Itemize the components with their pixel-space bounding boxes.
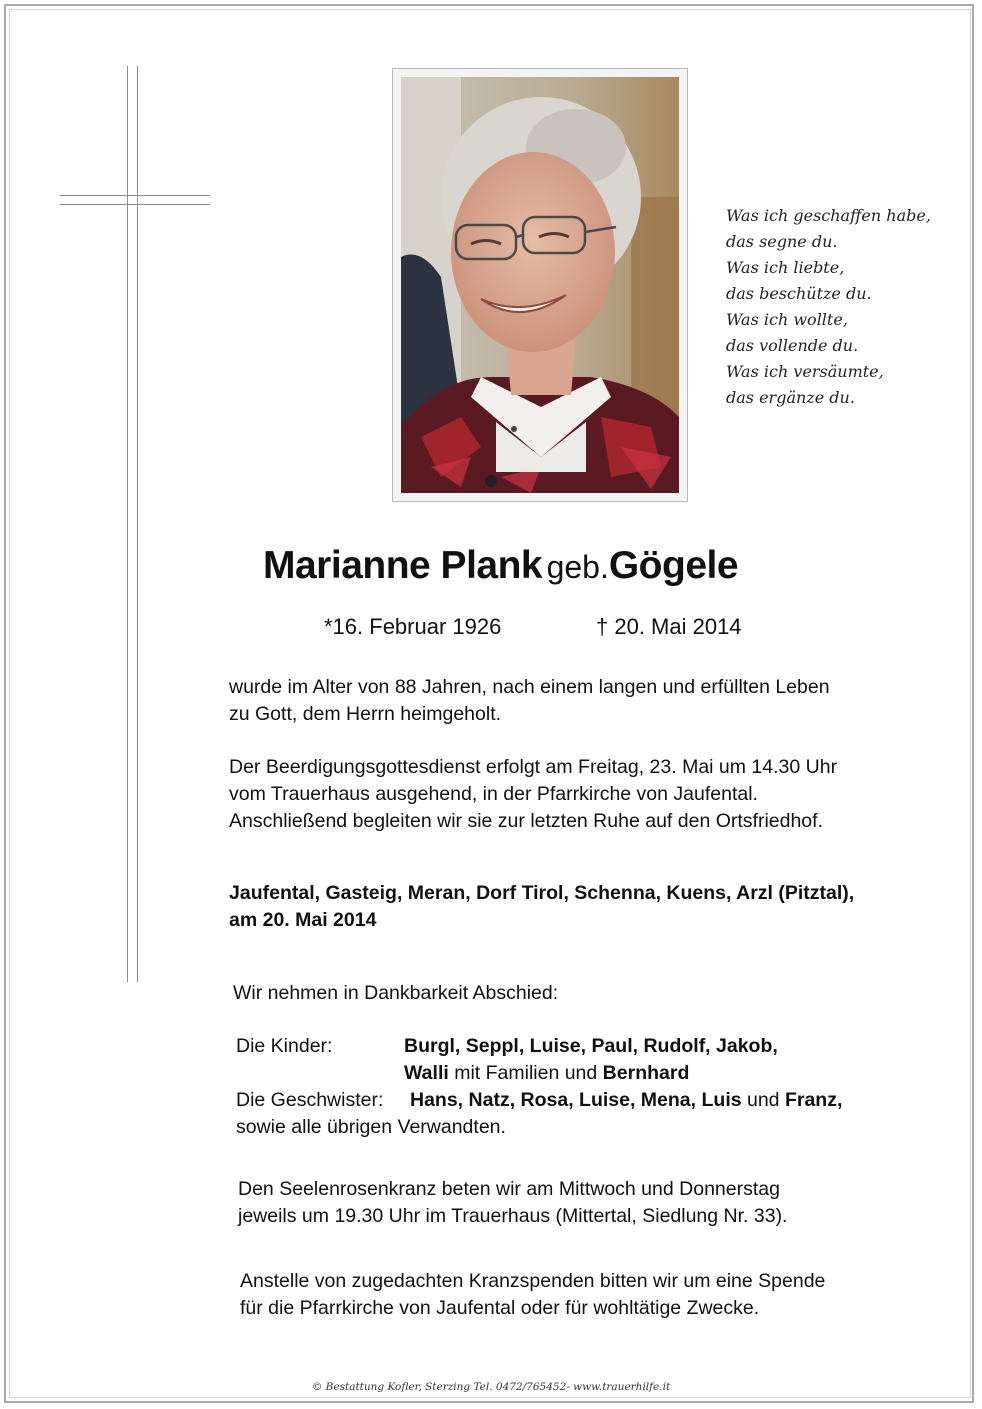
children-names: Burgl, Seppl, Luise, Paul, Rudolf, Jakob, xyxy=(404,1035,778,1057)
funeral-line: Der Beerdigungsgottesdienst erfolgt am Freitag, 23. Mai um 14.30 Uhr xyxy=(229,756,838,778)
child-name: Bernhard xyxy=(602,1062,690,1084)
funeral-line: vom Trauerhaus ausgehend, in der Pfarrkirche von Jaufental. xyxy=(229,783,758,805)
birth-date: *16. Februar 1926 xyxy=(324,614,502,639)
poem-line: Was ich versäumte, xyxy=(726,362,884,381)
funeral-line: Anschließend begleiten wir sie zur letzten Ruhe auf den Ortsfriedhof. xyxy=(229,810,823,832)
poem-line: Was ich geschaffen habe, xyxy=(726,206,931,225)
poem-line: das segne du. xyxy=(726,232,838,251)
rosary-text xyxy=(238,1176,787,1230)
intro-text xyxy=(229,674,830,728)
children-connector: mit Familien und xyxy=(448,1062,603,1084)
donation-line: für die Pfarrkirche von Jaufental oder für wohltätige Zwecke. xyxy=(240,1297,760,1319)
rosary-line: Den Seelenrosenkranz beten wir am Mittwoch und Donnerstag xyxy=(238,1178,780,1200)
poem-line: das beschütze du. xyxy=(726,284,872,303)
name-first: Marianne Plank xyxy=(263,544,543,587)
child-name: Walli xyxy=(404,1062,449,1084)
poem-line: Was ich wollte, xyxy=(726,310,848,329)
siblings-names: Hans, Natz, Rosa, Luise, Mena, Luis xyxy=(410,1089,742,1111)
donation-line: Anstelle von zugedachten Kranzspenden bitten wir um eine Spende xyxy=(240,1270,826,1292)
places-line: Jaufental, Gasteig, Meran, Dorf Tirol, Schenna, Kuens, Arzl (Pitztal), xyxy=(229,882,855,904)
funeral-text xyxy=(229,754,837,835)
siblings-connector: und xyxy=(741,1089,785,1111)
poem-line: Was ich liebte, xyxy=(726,258,845,277)
name-geb: geb. xyxy=(546,549,609,585)
children-label: Die Kinder: xyxy=(236,1035,333,1057)
name-birth: Gögele xyxy=(608,544,739,587)
intro-line: wurde im Alter von 88 Jahren, nach einem langen und erfüllten Leben xyxy=(229,676,830,698)
footer-credit: © Bestattung Kofler, Sterzing Tel. 0472/765452- www.trauerhilfe.it xyxy=(311,1381,671,1393)
portrait-photo xyxy=(401,77,679,493)
donation-text xyxy=(240,1268,825,1322)
places-line: am 20. Mai 2014 xyxy=(229,909,377,931)
siblings-end: , xyxy=(836,1089,843,1111)
portrait-frame xyxy=(392,68,688,502)
poem-line: das vollende du. xyxy=(726,336,859,355)
poem-line: das ergänze du. xyxy=(726,388,855,407)
relatives-text: sowie alle übrigen Verwandten. xyxy=(236,1116,506,1138)
poem xyxy=(726,203,966,411)
intro-line: zu Gott, dem Herrn heimgeholt. xyxy=(229,703,502,725)
places-text xyxy=(229,880,854,934)
siblings-label: Die Geschwister: xyxy=(236,1089,384,1111)
sibling-name: Franz xyxy=(784,1089,837,1111)
death-date: † 20. Mai 2014 xyxy=(596,614,742,639)
farewell-text: Wir nehmen in Dankbarkeit Abschied: xyxy=(233,982,559,1004)
rosary-line: jeweils um 19.30 Uhr im Trauerhaus (Mittertal, Siedlung Nr. 33). xyxy=(238,1205,788,1227)
deceased-name xyxy=(263,544,738,588)
